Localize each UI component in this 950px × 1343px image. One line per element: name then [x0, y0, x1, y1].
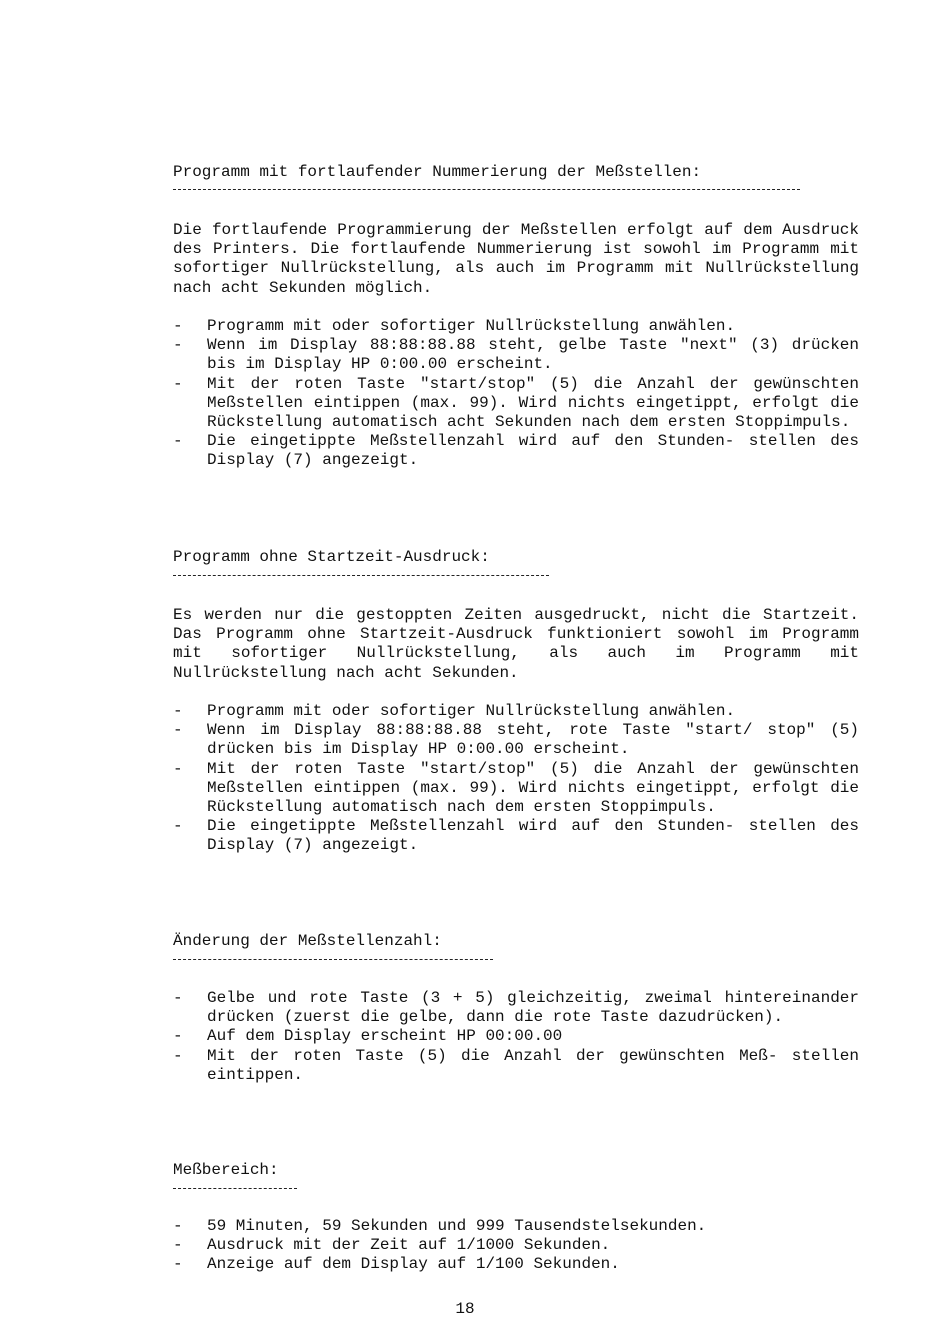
- list-item: - Wenn im Display 88:88:88.88 steht, gelbe Taste "next" (3) drücken bis im Display HP 0:00.00 erscheint.: [173, 336, 859, 374]
- bullet-list: [173, 317, 859, 471]
- list-item: - Anzeige auf dem Display auf 1/100 Sekunden.: [173, 1255, 859, 1274]
- list-item: - Mit der roten Taste "start/stop" (5) die Anzahl der gewünschten Meßstellen eintippen (max. 99). Wird nichts eingetippt, erfolgt die Rückstellung automatisch acht Sekunden nach dem ersten Stoppimpuls.: [173, 375, 859, 433]
- list-item: - Wenn im Display 88:88:88.88 steht, rote Taste "start/ stop" (5) drücken bis im Display HP 0:00.00 erscheint.: [173, 721, 859, 759]
- list-item: - 59 Minuten, 59 Sekunden und 999 Tausendstelsekunden.: [173, 1217, 859, 1236]
- list-item: - Auf dem Display erscheint HP 00:00.00: [173, 1027, 859, 1046]
- list-item: - Ausdruck mit der Zeit auf 1/1000 Sekunden.: [173, 1236, 859, 1255]
- section-heading: Programm ohne Startzeit-Ausdruck:: [173, 548, 490, 566]
- section-heading: Meßbereich:: [173, 1161, 279, 1179]
- bullet-list: [173, 989, 859, 1085]
- page-number: 18: [455, 1300, 475, 1318]
- section-heading: Änderung der Meßstellenzahl:: [173, 932, 442, 950]
- list-item: - Mit der roten Taste "start/stop" (5) die Anzahl der gewünschten Meßstellen eintippen (max. 99). Wird nichts eingetippt, erfolgt die Rückstellung automatisch nach dem ersten Stoppimpuls.: [173, 760, 859, 818]
- heading-underline: [173, 959, 493, 960]
- heading-underline: [173, 1188, 297, 1189]
- list-item: - Die eingetippte Meßstellenzahl wird auf den Stunden- stellen des Display (7) angezeigt.: [173, 432, 859, 470]
- list-item: - Gelbe und rote Taste (3 + 5) gleichzeitig, zweimal hintereinander drücken (zuerst die gelbe, dann die rote Taste dazudrücken).: [173, 989, 859, 1027]
- bullet-list: [173, 1217, 859, 1275]
- list-item: - Programm mit oder sofortiger Nullrückstellung anwählen.: [173, 702, 859, 721]
- section-heading: Programm mit fortlaufender Nummerierung der Meßstellen:: [173, 163, 702, 181]
- list-item: - Programm mit oder sofortiger Nullrückstellung anwählen.: [173, 317, 859, 336]
- section-paragraph: Die fortlaufende Programmierung der Meßstellen erfolgt auf dem Ausdruck des Printers. Die fortlaufende Nummerierung ist sowohl im Programm mit sofortiger Nullrückstellung, als auch im Programm mit Nullrückstellung nach acht Sekunden möglich.: [173, 221, 859, 297]
- heading-underline: [173, 189, 800, 190]
- list-item: - Mit der roten Taste (5) die Anzahl der gewünschten Meß- stellen eintippen.: [173, 1047, 859, 1085]
- list-item: - Die eingetippte Meßstellenzahl wird auf den Stunden- stellen des Display (7) angezeigt.: [173, 817, 859, 855]
- heading-underline: [173, 575, 549, 576]
- bullet-list: [173, 702, 859, 856]
- section-paragraph: Es werden nur die gestoppten Zeiten ausgedruckt, nicht die Startzeit. Das Programm ohne Startzeit-Ausdruck funktioniert sowohl im Programm mit sofortiger Nullrückstellung, als auch im Programm mit Nullrückstellung nach acht Sekunden.: [173, 606, 859, 682]
